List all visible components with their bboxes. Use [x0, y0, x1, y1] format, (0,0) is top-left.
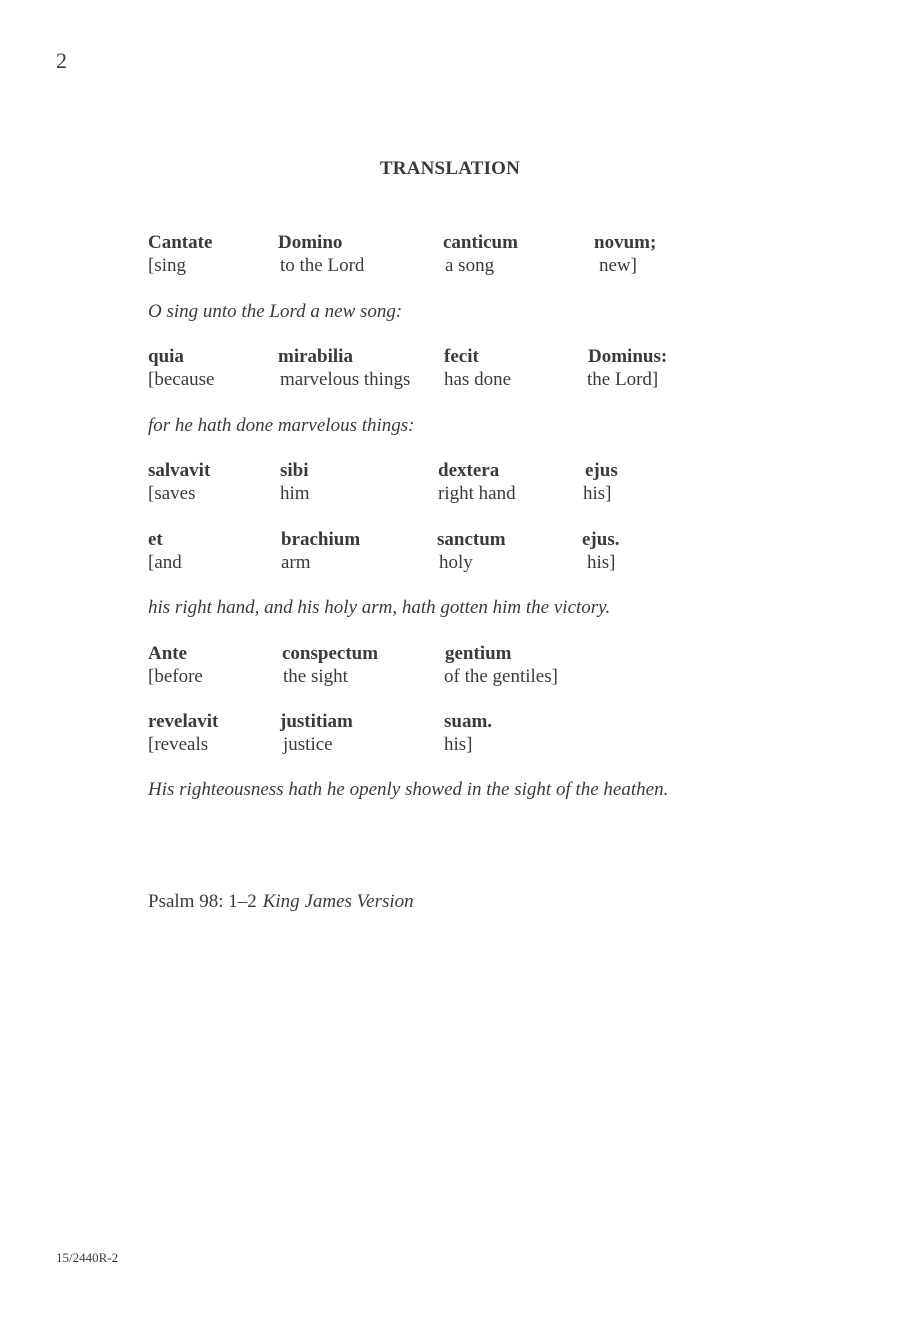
english-word: [before	[148, 666, 203, 687]
english-line-6	[0, 734, 900, 758]
latin-line-6	[0, 711, 900, 735]
catalog-code: 15/2440R-2	[56, 1250, 119, 1265]
english-word: [because	[148, 369, 215, 390]
latin-word: salvavit	[148, 460, 211, 481]
english-line-1	[0, 255, 900, 279]
latin-word: Ante	[148, 643, 188, 664]
source-reference: Psalm 98: 1–2	[148, 891, 257, 912]
latin-word: justitiam	[280, 711, 353, 732]
latin-word: gentium	[445, 643, 512, 664]
english-word: a song	[445, 255, 495, 276]
latin-word: quia	[148, 346, 184, 367]
latin-word: sanctum	[437, 529, 506, 550]
page-number: 2	[56, 48, 67, 73]
latin-word: revelavit	[148, 711, 219, 732]
latin-word: conspectum	[282, 643, 379, 664]
english-word: arm	[281, 552, 311, 573]
page-title: TRANSLATION	[379, 158, 521, 179]
english-word: new]	[599, 255, 637, 276]
source-citation	[148, 891, 414, 913]
english-word: his]	[583, 483, 612, 504]
paraphrase-3: his right hand, and his holy arm, hath gotten him the victory.	[148, 597, 611, 618]
english-word: [reveals	[148, 734, 209, 755]
english-word: has done	[444, 369, 512, 390]
english-word: of the gentiles]	[444, 666, 558, 687]
english-line-2	[0, 369, 900, 393]
latin-word: fecit	[444, 346, 479, 367]
english-word: [saves	[148, 483, 196, 504]
latin-line-1	[0, 232, 900, 256]
english-word: the sight	[283, 666, 348, 687]
english-word: his]	[444, 734, 473, 755]
latin-line-2	[0, 346, 900, 370]
english-word: him	[280, 483, 310, 504]
latin-word: Cantate	[148, 232, 213, 253]
english-line-3	[0, 483, 900, 507]
english-word: [sing	[148, 255, 186, 276]
english-line-4	[0, 552, 900, 576]
paraphrase-1: O sing unto the Lord a new song:	[148, 301, 403, 322]
latin-word: suam.	[444, 711, 493, 732]
latin-line-4	[0, 529, 900, 553]
latin-word: Dominus:	[588, 346, 668, 367]
english-word: justice	[283, 734, 333, 755]
paraphrase-2: for he hath done marvelous things:	[148, 415, 415, 436]
latin-word: mirabilia	[278, 346, 353, 367]
paraphrase-4: His righteousness hath he openly showed in the sight of the heathen.	[148, 779, 669, 800]
latin-word: dextera	[438, 460, 500, 481]
english-line-5	[0, 666, 900, 690]
latin-word: ejus.	[582, 529, 620, 550]
english-word: holy	[439, 552, 473, 573]
latin-word: sibi	[280, 460, 309, 481]
english-word: marvelous things	[280, 369, 411, 390]
english-word: his]	[587, 552, 616, 573]
latin-word: ejus	[585, 460, 618, 481]
latin-line-5	[0, 643, 900, 667]
latin-word: novum;	[594, 232, 657, 253]
english-word: the Lord]	[587, 369, 659, 390]
latin-word: canticum	[443, 232, 518, 253]
latin-line-3	[0, 460, 900, 484]
english-word: to the Lord	[280, 255, 365, 276]
latin-word: Domino	[278, 232, 343, 253]
english-word: [and	[148, 552, 182, 573]
latin-word: brachium	[281, 529, 361, 550]
english-word: right hand	[438, 483, 516, 504]
latin-word: et	[148, 529, 163, 550]
source-version: King James Version	[262, 891, 414, 912]
